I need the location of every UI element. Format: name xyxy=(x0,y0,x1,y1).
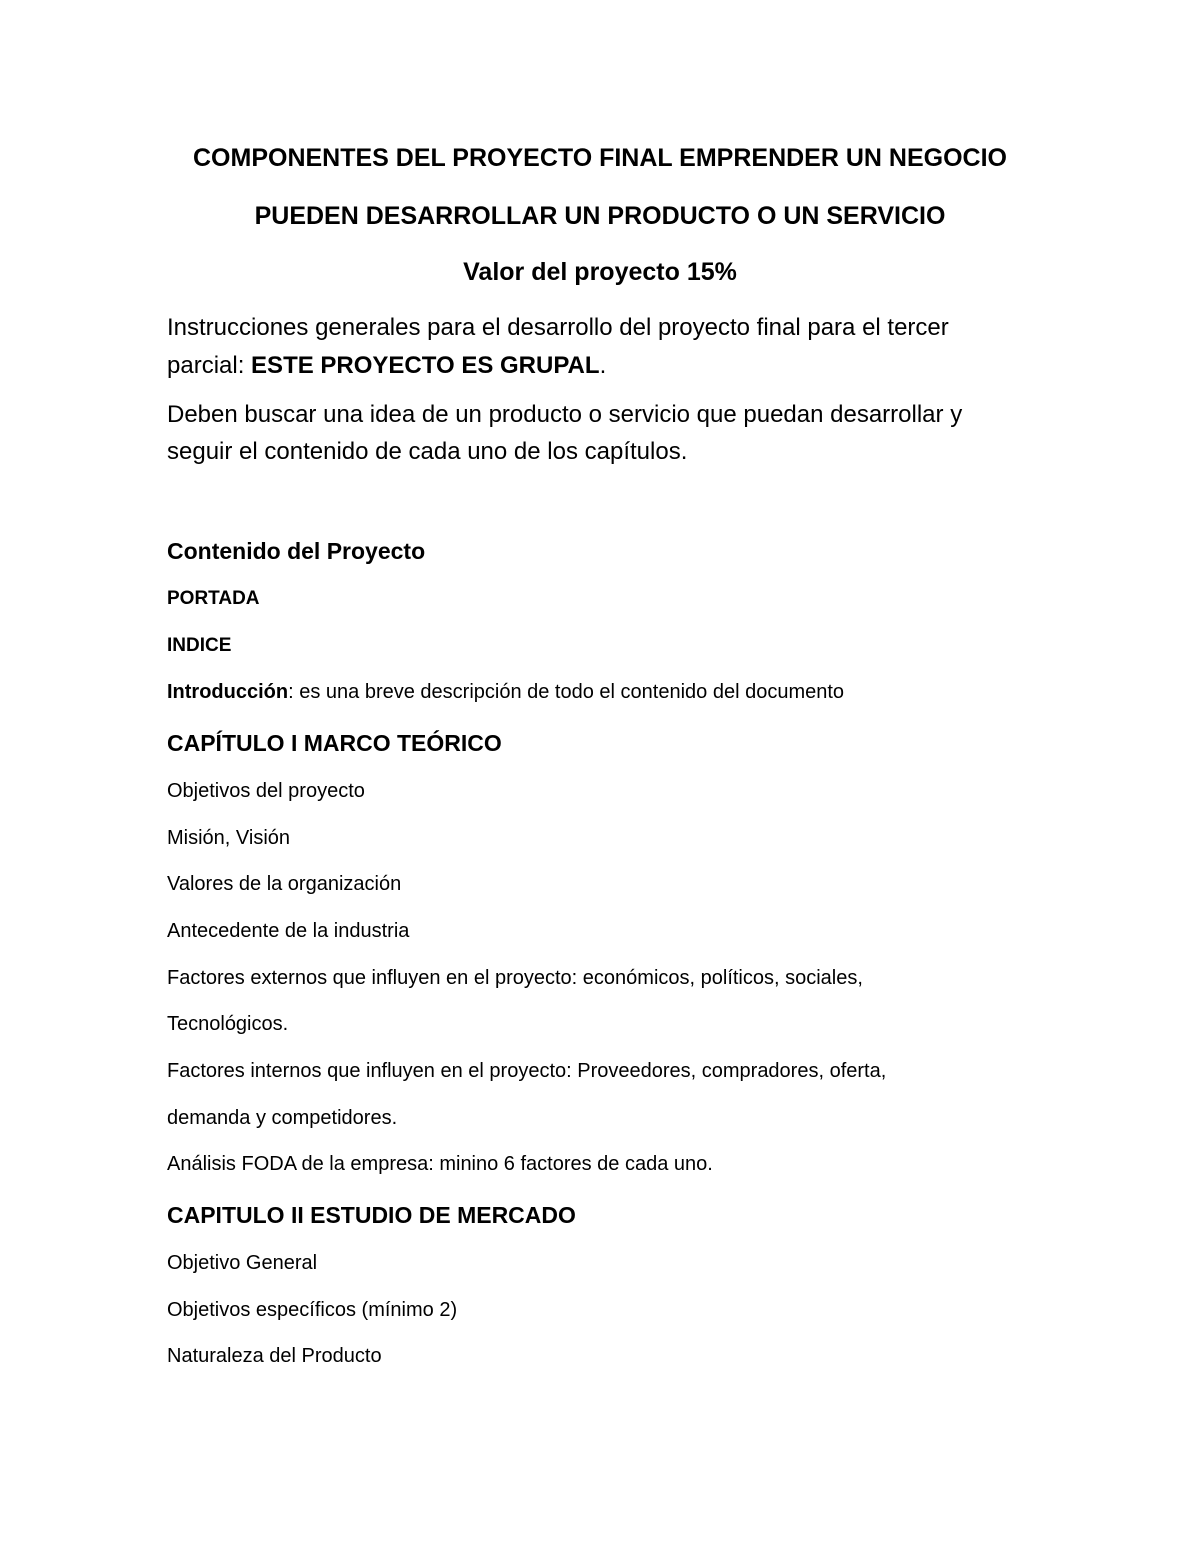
chapter-2-item: Objetivos específicos (mínimo 2) xyxy=(167,1299,458,1321)
portada-item: PORTADA xyxy=(167,588,260,609)
introduccion-label: Introducción xyxy=(167,681,289,703)
paragraph-2-line-2: seguir el contenido de cada uno de los capítulos. xyxy=(167,438,688,465)
intro-line-2-suffix: . xyxy=(599,352,607,379)
chapter-2-item: Naturaleza del Producto xyxy=(167,1345,382,1367)
intro-line-1: Instrucciones generales para el desarrollo del proyecto final para el tercer xyxy=(167,314,949,341)
paragraph-2-line-1: Deben buscar una idea de un producto o servicio que puedan desarrollar y xyxy=(167,401,963,428)
chapter-1-item: Antecedente de la industria xyxy=(167,920,410,942)
contents-heading: Contenido del Proyecto xyxy=(167,538,426,564)
indice-item: INDICE xyxy=(167,635,232,656)
chapter-1-item: Misión, Visión xyxy=(167,827,291,849)
chapter-1-item: Factores internos que influyen en el proyecto: Proveedores, compradores, oferta, xyxy=(167,1060,887,1082)
introduccion-item xyxy=(167,682,844,702)
intro-group-note: ESTE PROYECTO ES GRUPAL xyxy=(251,352,600,379)
chapter-1-item: Objetivos del proyecto xyxy=(167,780,365,802)
title-line-2: PUEDEN DESARROLLAR UN PRODUCTO O UN SERVICIO xyxy=(254,202,946,230)
intro-line-2 xyxy=(167,354,606,378)
title-line-3: Valor del proyecto 15% xyxy=(463,258,737,286)
chapter-1-item: Análisis FODA de la empresa: minino 6 factores de cada uno. xyxy=(167,1153,713,1175)
chapter-2-item: Objetivo General xyxy=(167,1252,318,1274)
introduccion-text: : es una breve descripción de todo el contenido del documento xyxy=(288,681,845,703)
chapter-1-item: Factores externos que influyen en el proyecto: económicos, políticos, sociales, xyxy=(167,967,863,989)
chapter-1-item: Valores de la organización xyxy=(167,873,402,895)
chapter-1-heading: CAPÍTULO I MARCO TEÓRICO xyxy=(167,730,502,756)
title-line-1: COMPONENTES DEL PROYECTO FINAL EMPRENDER UN NEGOCIO xyxy=(193,144,1007,172)
chapter-1-item: demanda y competidores. xyxy=(167,1107,398,1129)
chapter-2-heading: CAPITULO II ESTUDIO DE MERCADO xyxy=(167,1202,576,1228)
chapter-1-item: Tecnológicos. xyxy=(167,1013,289,1035)
intro-line-2-prefix: parcial: xyxy=(167,352,252,379)
